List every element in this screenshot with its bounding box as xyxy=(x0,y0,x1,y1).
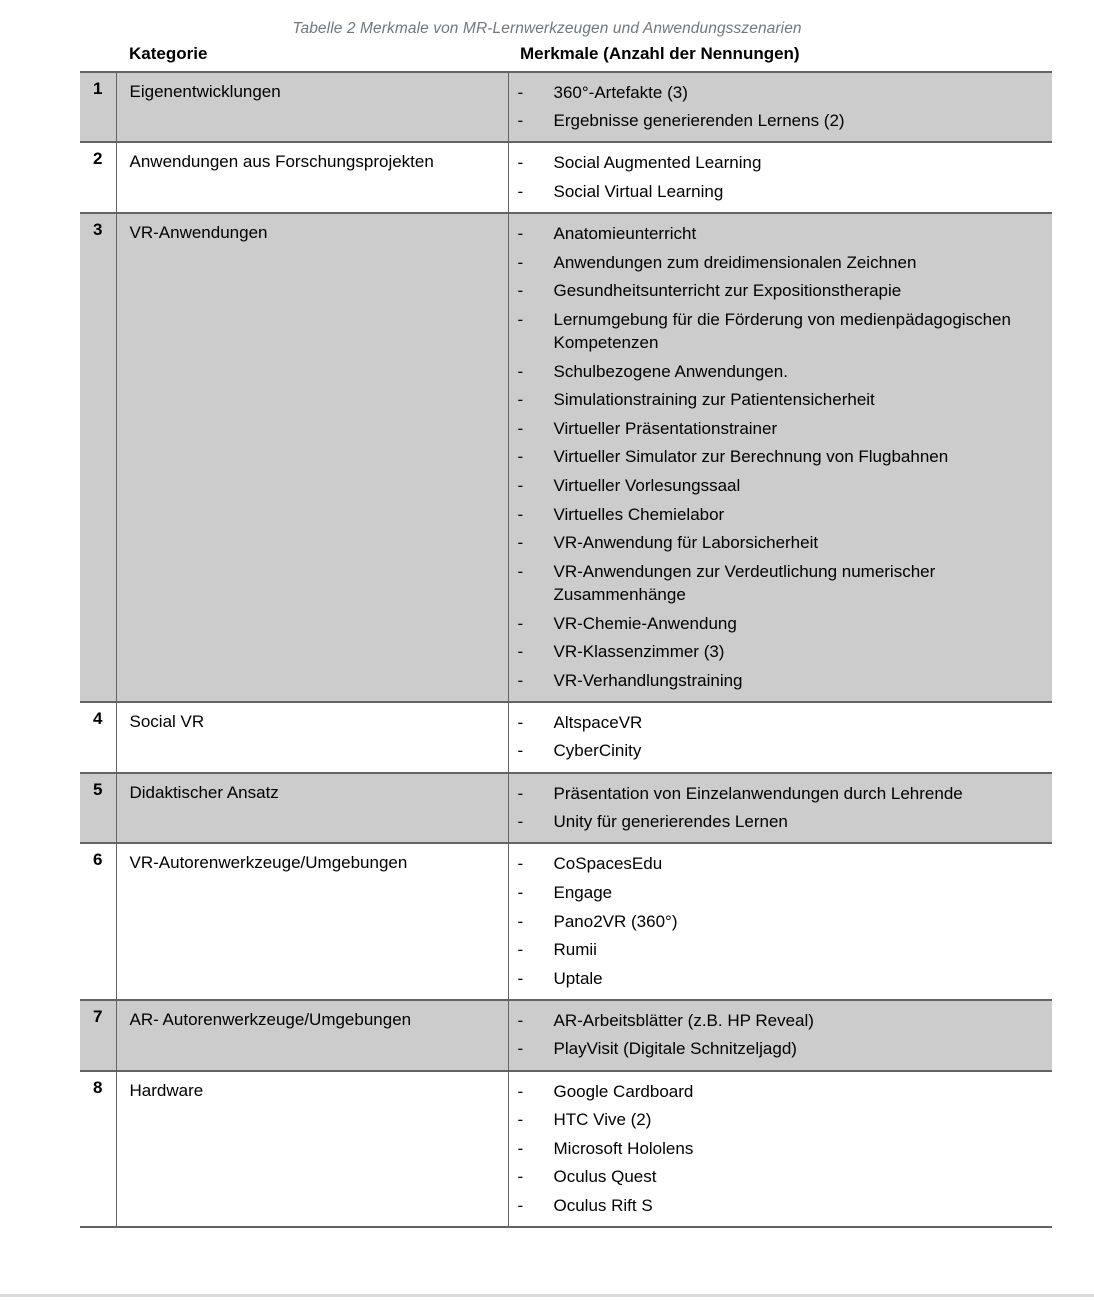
category-cell xyxy=(116,843,508,1000)
category-label: VR-Anwendungen xyxy=(129,222,268,242)
feature-text: Social Virtual Learning xyxy=(553,181,724,201)
feature-item xyxy=(509,251,1049,280)
category-cell xyxy=(116,702,508,773)
feature-list xyxy=(509,1009,1049,1061)
feature-text: CyberCinity xyxy=(553,741,642,761)
feature-item xyxy=(509,474,1049,503)
column-header-number xyxy=(80,44,116,72)
feature-item xyxy=(509,1137,1049,1166)
feature-item xyxy=(509,560,1049,612)
table-row xyxy=(80,213,1052,702)
feature-text: Oculus Quest xyxy=(553,1167,657,1187)
feature-text: Simulationstraining zur Patientensicherheit xyxy=(553,390,875,410)
features-cell xyxy=(508,1071,1052,1228)
bullet-dash-icon: - xyxy=(517,1081,524,1101)
bullet-dash-icon: - xyxy=(517,1138,524,1158)
feature-item xyxy=(509,1080,1049,1109)
feature-text: Google Cardboard xyxy=(553,1081,694,1101)
feature-text: Lernumgebung für die Förderung von medienpädagogischen Kompetenzen xyxy=(553,309,1011,352)
feature-text: 360°-Artefakte (3) xyxy=(553,82,688,102)
feature-item xyxy=(509,810,1049,833)
bullet-dash-icon: - xyxy=(517,309,524,329)
feature-item xyxy=(509,1037,1049,1060)
category-label: VR-Autorenwerkzeuge/Umgebungen xyxy=(129,853,408,873)
feature-text: CoSpacesEdu xyxy=(553,854,663,874)
feature-text: VR-Anwendungen zur Verdeutlichung numerischer Zusammenhänge xyxy=(553,561,936,604)
feature-text: Virtuelles Chemielabor xyxy=(553,504,725,524)
feature-text: Anwendungen zum dreidimensionalen Zeichnen xyxy=(553,252,917,272)
category-cell xyxy=(116,142,508,213)
feature-list xyxy=(509,81,1049,133)
bullet-dash-icon: - xyxy=(517,670,524,690)
feature-text: Gesundheitsunterricht zur Expositionstherapie xyxy=(553,281,902,301)
category-cell xyxy=(116,72,508,143)
table-row xyxy=(80,843,1052,1000)
row-number: 4 xyxy=(80,702,116,773)
table-row xyxy=(80,773,1052,844)
bullet-dash-icon: - xyxy=(517,447,524,467)
category-cell xyxy=(116,773,508,844)
feature-list xyxy=(509,222,1049,692)
feature-text: Social Augmented Learning xyxy=(553,153,762,173)
row-number: 6 xyxy=(80,843,116,1000)
bullet-dash-icon: - xyxy=(517,741,524,761)
feature-text: Präsentation von Einzelanwendungen durch Lehrende xyxy=(553,783,963,803)
feature-list xyxy=(509,1080,1049,1218)
features-cell xyxy=(508,1000,1052,1071)
features-cell xyxy=(508,142,1052,213)
row-number: 2 xyxy=(80,142,116,213)
feature-item xyxy=(509,109,1049,132)
feature-item xyxy=(509,1165,1049,1194)
feature-text: Oculus Rift S xyxy=(553,1195,653,1215)
feature-item xyxy=(509,967,1049,990)
category-label: Anwendungen aus Forschungsprojekten xyxy=(129,152,434,172)
category-label: Didaktischer Ansatz xyxy=(129,782,279,802)
header-row xyxy=(80,44,1052,72)
bullet-dash-icon: - xyxy=(517,712,524,732)
table-container xyxy=(80,44,1052,1228)
category-label: Hardware xyxy=(129,1080,204,1100)
bullet-dash-icon: - xyxy=(517,1167,524,1187)
feature-item xyxy=(509,669,1049,692)
feature-text: Pano2VR (360°) xyxy=(553,911,678,931)
bullet-dash-icon: - xyxy=(517,642,524,662)
feature-item xyxy=(509,388,1049,417)
row-number: 1 xyxy=(80,72,116,143)
bullet-dash-icon: - xyxy=(517,475,524,495)
feature-item xyxy=(509,910,1049,939)
category-cell xyxy=(116,1000,508,1071)
feature-item xyxy=(509,81,1049,110)
feature-text: Microsoft Hololens xyxy=(553,1138,694,1158)
feature-item xyxy=(509,881,1049,910)
features-cell xyxy=(508,72,1052,143)
feature-item xyxy=(509,711,1049,740)
bullet-dash-icon: - xyxy=(517,882,524,902)
feature-text: VR-Verhandlungstraining xyxy=(553,670,743,690)
feature-item xyxy=(509,1009,1049,1038)
category-label: Social VR xyxy=(129,711,205,731)
feature-item xyxy=(509,531,1049,560)
feature-text: Schulbezogene Anwendungen. xyxy=(553,361,788,381)
bullet-dash-icon: - xyxy=(517,418,524,438)
feature-text: VR-Anwendung für Laborsicherheit xyxy=(553,533,819,553)
bullet-dash-icon: - xyxy=(517,111,524,131)
bullet-dash-icon: - xyxy=(517,281,524,301)
bullet-dash-icon: - xyxy=(517,854,524,874)
bullet-dash-icon: - xyxy=(517,1110,524,1130)
row-number: 3 xyxy=(80,213,116,702)
feature-text: Anatomieunterricht xyxy=(553,223,697,243)
table-row xyxy=(80,702,1052,773)
bullet-dash-icon: - xyxy=(517,223,524,243)
feature-text: VR-Chemie-Anwendung xyxy=(553,613,737,633)
feature-text: Ergebnisse generierenden Lernens (2) xyxy=(553,111,845,131)
page-bottom-rule xyxy=(0,1294,1094,1297)
table-caption: Tabelle 2 Merkmale von MR-Lernwerkzeugen und Anwendungsszenarien xyxy=(292,20,802,37)
bullet-dash-icon: - xyxy=(517,252,524,272)
bullet-dash-icon: - xyxy=(517,82,524,102)
feature-item xyxy=(509,782,1049,811)
feature-item xyxy=(509,417,1049,446)
feature-item xyxy=(509,938,1049,967)
feature-item xyxy=(509,1108,1049,1137)
category-label: AR- Autorenwerkzeuge/Umgebungen xyxy=(129,1009,412,1029)
bullet-dash-icon: - xyxy=(517,504,524,524)
table-row xyxy=(80,72,1052,143)
feature-item xyxy=(509,279,1049,308)
feature-item xyxy=(509,445,1049,474)
feature-text: HTC Vive (2) xyxy=(553,1110,652,1130)
feature-text: Unity für generierendes Lernen xyxy=(553,812,788,832)
bullet-dash-icon: - xyxy=(517,812,524,832)
feature-item xyxy=(509,640,1049,669)
feature-item xyxy=(509,739,1049,762)
bullet-dash-icon: - xyxy=(517,153,524,173)
bullet-dash-icon: - xyxy=(517,911,524,931)
features-cell xyxy=(508,773,1052,844)
feature-text: Virtueller Präsentationstrainer xyxy=(553,418,778,438)
bullet-dash-icon: - xyxy=(517,181,524,201)
feature-text: Rumii xyxy=(553,940,597,960)
feature-text: Virtueller Simulator zur Berechnung von Flugbahnen xyxy=(553,447,949,467)
bullet-dash-icon: - xyxy=(517,390,524,410)
feature-item xyxy=(509,852,1049,881)
feature-item xyxy=(509,151,1049,180)
bullet-dash-icon: - xyxy=(517,1195,524,1215)
bullet-dash-icon: - xyxy=(517,1039,524,1059)
feature-list xyxy=(509,782,1049,834)
feature-item xyxy=(509,308,1049,360)
table-row xyxy=(80,1000,1052,1071)
bullet-dash-icon: - xyxy=(517,1010,524,1030)
feature-item xyxy=(509,612,1049,641)
feature-item xyxy=(509,360,1049,389)
bullet-dash-icon: - xyxy=(517,968,524,988)
feature-item xyxy=(509,503,1049,532)
column-header-category: Kategorie xyxy=(116,44,508,72)
feature-text: Engage xyxy=(553,882,613,902)
feature-list xyxy=(509,852,1049,990)
bullet-dash-icon: - xyxy=(517,940,524,960)
bullet-dash-icon: - xyxy=(517,561,524,581)
category-label: Eigenentwicklungen xyxy=(129,81,281,101)
feature-list xyxy=(509,151,1049,203)
row-number: 7 xyxy=(80,1000,116,1071)
feature-text: VR-Klassenzimmer (3) xyxy=(553,642,725,662)
features-cell xyxy=(508,843,1052,1000)
feature-item xyxy=(509,222,1049,251)
table-body xyxy=(80,72,1052,1228)
feature-text: PlayVisit (Digitale Schnitzeljagd) xyxy=(553,1039,797,1059)
feature-text: Uptale xyxy=(553,968,603,988)
feature-item xyxy=(509,180,1049,203)
table-header xyxy=(80,44,1052,72)
bullet-dash-icon: - xyxy=(517,361,524,381)
feature-list xyxy=(509,711,1049,763)
features-cell xyxy=(508,213,1052,702)
row-number: 8 xyxy=(80,1071,116,1228)
table-row xyxy=(80,1071,1052,1228)
feature-item xyxy=(509,1194,1049,1217)
bullet-dash-icon: - xyxy=(517,533,524,553)
bullet-dash-icon: - xyxy=(517,783,524,803)
row-number: 5 xyxy=(80,773,116,844)
feature-text: Virtueller Vorlesungssaal xyxy=(553,475,741,495)
bullet-dash-icon: - xyxy=(517,613,524,633)
features-table xyxy=(80,44,1052,1228)
feature-text: AR-Arbeitsblätter (z.B. HP Reveal) xyxy=(553,1010,814,1030)
table-row xyxy=(80,142,1052,213)
category-cell xyxy=(116,1071,508,1228)
category-cell xyxy=(116,213,508,702)
feature-text: AltspaceVR xyxy=(553,712,643,732)
column-header-features: Merkmale (Anzahl der Nennungen) xyxy=(508,44,1052,72)
features-cell xyxy=(508,702,1052,773)
